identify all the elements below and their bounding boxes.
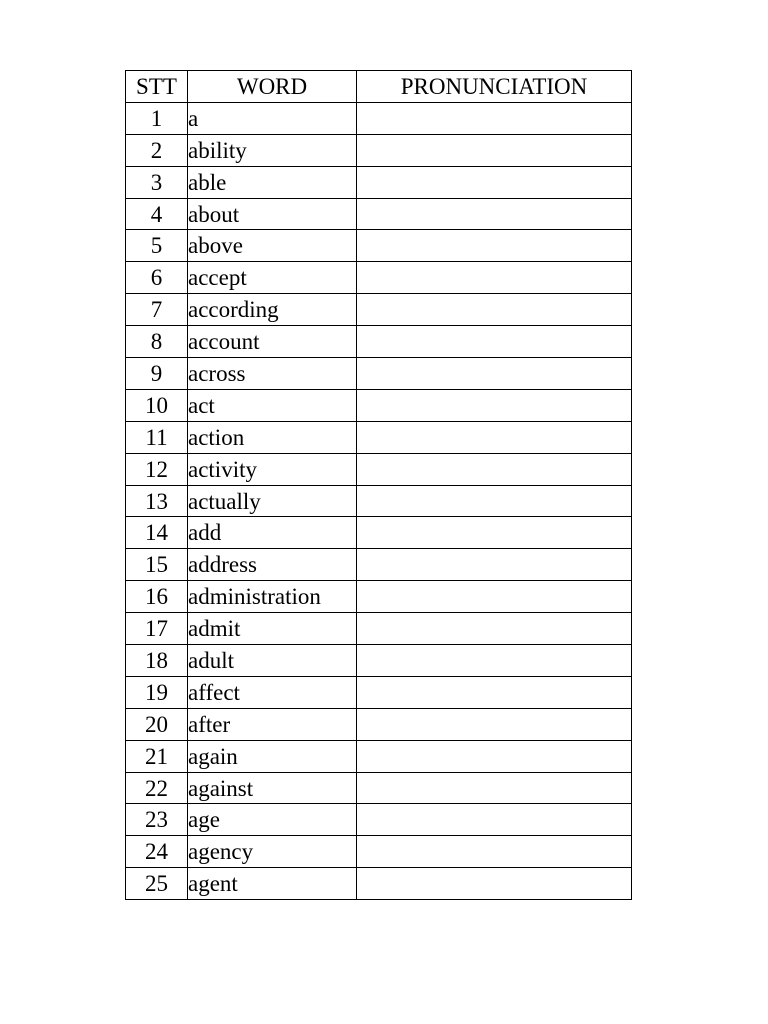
word-cell: actually	[188, 485, 357, 517]
table-header-row	[126, 71, 632, 103]
word-cell: able	[188, 166, 357, 198]
pronunciation-cell	[357, 198, 632, 230]
table-row	[126, 645, 632, 677]
table-row	[126, 676, 632, 708]
pronunciation-cell	[357, 326, 632, 358]
vocabulary-table	[125, 70, 632, 900]
pronunciation-cell	[357, 708, 632, 740]
table-row	[126, 198, 632, 230]
word-cell: accept	[188, 262, 357, 294]
word-cell: age	[188, 804, 357, 836]
table-row	[126, 421, 632, 453]
word-cell: add	[188, 517, 357, 549]
pronunciation-cell	[357, 676, 632, 708]
row-number-cell: 11	[126, 421, 188, 453]
row-number-cell: 22	[126, 772, 188, 804]
pronunciation-cell	[357, 772, 632, 804]
row-number-cell: 16	[126, 581, 188, 613]
table-row	[126, 358, 632, 390]
row-number-cell: 25	[126, 868, 188, 900]
pronunciation-cell	[357, 453, 632, 485]
word-cell: agent	[188, 868, 357, 900]
table-row	[126, 166, 632, 198]
word-cell: after	[188, 708, 357, 740]
word-cell: account	[188, 326, 357, 358]
pronunciation-cell	[357, 868, 632, 900]
word-cell: action	[188, 421, 357, 453]
pronunciation-cell	[357, 645, 632, 677]
word-cell: above	[188, 230, 357, 262]
table-row	[126, 836, 632, 868]
word-cell: a	[188, 102, 357, 134]
row-number-cell: 18	[126, 645, 188, 677]
table-row	[126, 581, 632, 613]
row-number-cell: 12	[126, 453, 188, 485]
pronunciation-cell	[357, 102, 632, 134]
word-cell: across	[188, 358, 357, 390]
pronunciation-cell	[357, 581, 632, 613]
word-cell: affect	[188, 676, 357, 708]
table-row	[126, 134, 632, 166]
header-pronunciation: PRONUNCIATION	[357, 71, 632, 103]
row-number-cell: 1	[126, 102, 188, 134]
row-number-cell: 10	[126, 389, 188, 421]
table-row	[126, 294, 632, 326]
pronunciation-cell	[357, 166, 632, 198]
row-number-cell: 7	[126, 294, 188, 326]
table-row	[126, 613, 632, 645]
pronunciation-cell	[357, 358, 632, 390]
table-row	[126, 772, 632, 804]
table-row	[126, 708, 632, 740]
row-number-cell: 24	[126, 836, 188, 868]
pronunciation-cell	[357, 836, 632, 868]
table-row	[126, 230, 632, 262]
word-cell: ability	[188, 134, 357, 166]
row-number-cell: 3	[126, 166, 188, 198]
table-row	[126, 453, 632, 485]
word-cell: administration	[188, 581, 357, 613]
row-number-cell: 15	[126, 549, 188, 581]
row-number-cell: 19	[126, 676, 188, 708]
row-number-cell: 17	[126, 613, 188, 645]
word-cell: again	[188, 740, 357, 772]
pronunciation-cell	[357, 804, 632, 836]
pronunciation-cell	[357, 740, 632, 772]
table-row	[126, 549, 632, 581]
row-number-cell: 20	[126, 708, 188, 740]
pronunciation-cell	[357, 485, 632, 517]
word-cell: admit	[188, 613, 357, 645]
table-row	[126, 389, 632, 421]
row-number-cell: 5	[126, 230, 188, 262]
table-row	[126, 517, 632, 549]
pronunciation-cell	[357, 294, 632, 326]
table-row	[126, 102, 632, 134]
pronunciation-cell	[357, 262, 632, 294]
word-cell: about	[188, 198, 357, 230]
table-row	[126, 262, 632, 294]
word-cell: activity	[188, 453, 357, 485]
pronunciation-cell	[357, 517, 632, 549]
table-row	[126, 485, 632, 517]
pronunciation-cell	[357, 389, 632, 421]
pronunciation-cell	[357, 230, 632, 262]
word-cell: according	[188, 294, 357, 326]
word-cell: act	[188, 389, 357, 421]
pronunciation-cell	[357, 421, 632, 453]
row-number-cell: 8	[126, 326, 188, 358]
table-body	[126, 102, 632, 899]
table-row	[126, 740, 632, 772]
header-word: WORD	[188, 71, 357, 103]
row-number-cell: 14	[126, 517, 188, 549]
pronunciation-cell	[357, 134, 632, 166]
row-number-cell: 21	[126, 740, 188, 772]
row-number-cell: 4	[126, 198, 188, 230]
pronunciation-cell	[357, 549, 632, 581]
pronunciation-cell	[357, 613, 632, 645]
word-cell: against	[188, 772, 357, 804]
word-cell: adult	[188, 645, 357, 677]
row-number-cell: 9	[126, 358, 188, 390]
table-row	[126, 326, 632, 358]
word-cell: address	[188, 549, 357, 581]
row-number-cell: 13	[126, 485, 188, 517]
table-row	[126, 804, 632, 836]
word-cell: agency	[188, 836, 357, 868]
row-number-cell: 6	[126, 262, 188, 294]
row-number-cell: 23	[126, 804, 188, 836]
row-number-cell: 2	[126, 134, 188, 166]
header-stt: STT	[126, 71, 188, 103]
table-row	[126, 868, 632, 900]
